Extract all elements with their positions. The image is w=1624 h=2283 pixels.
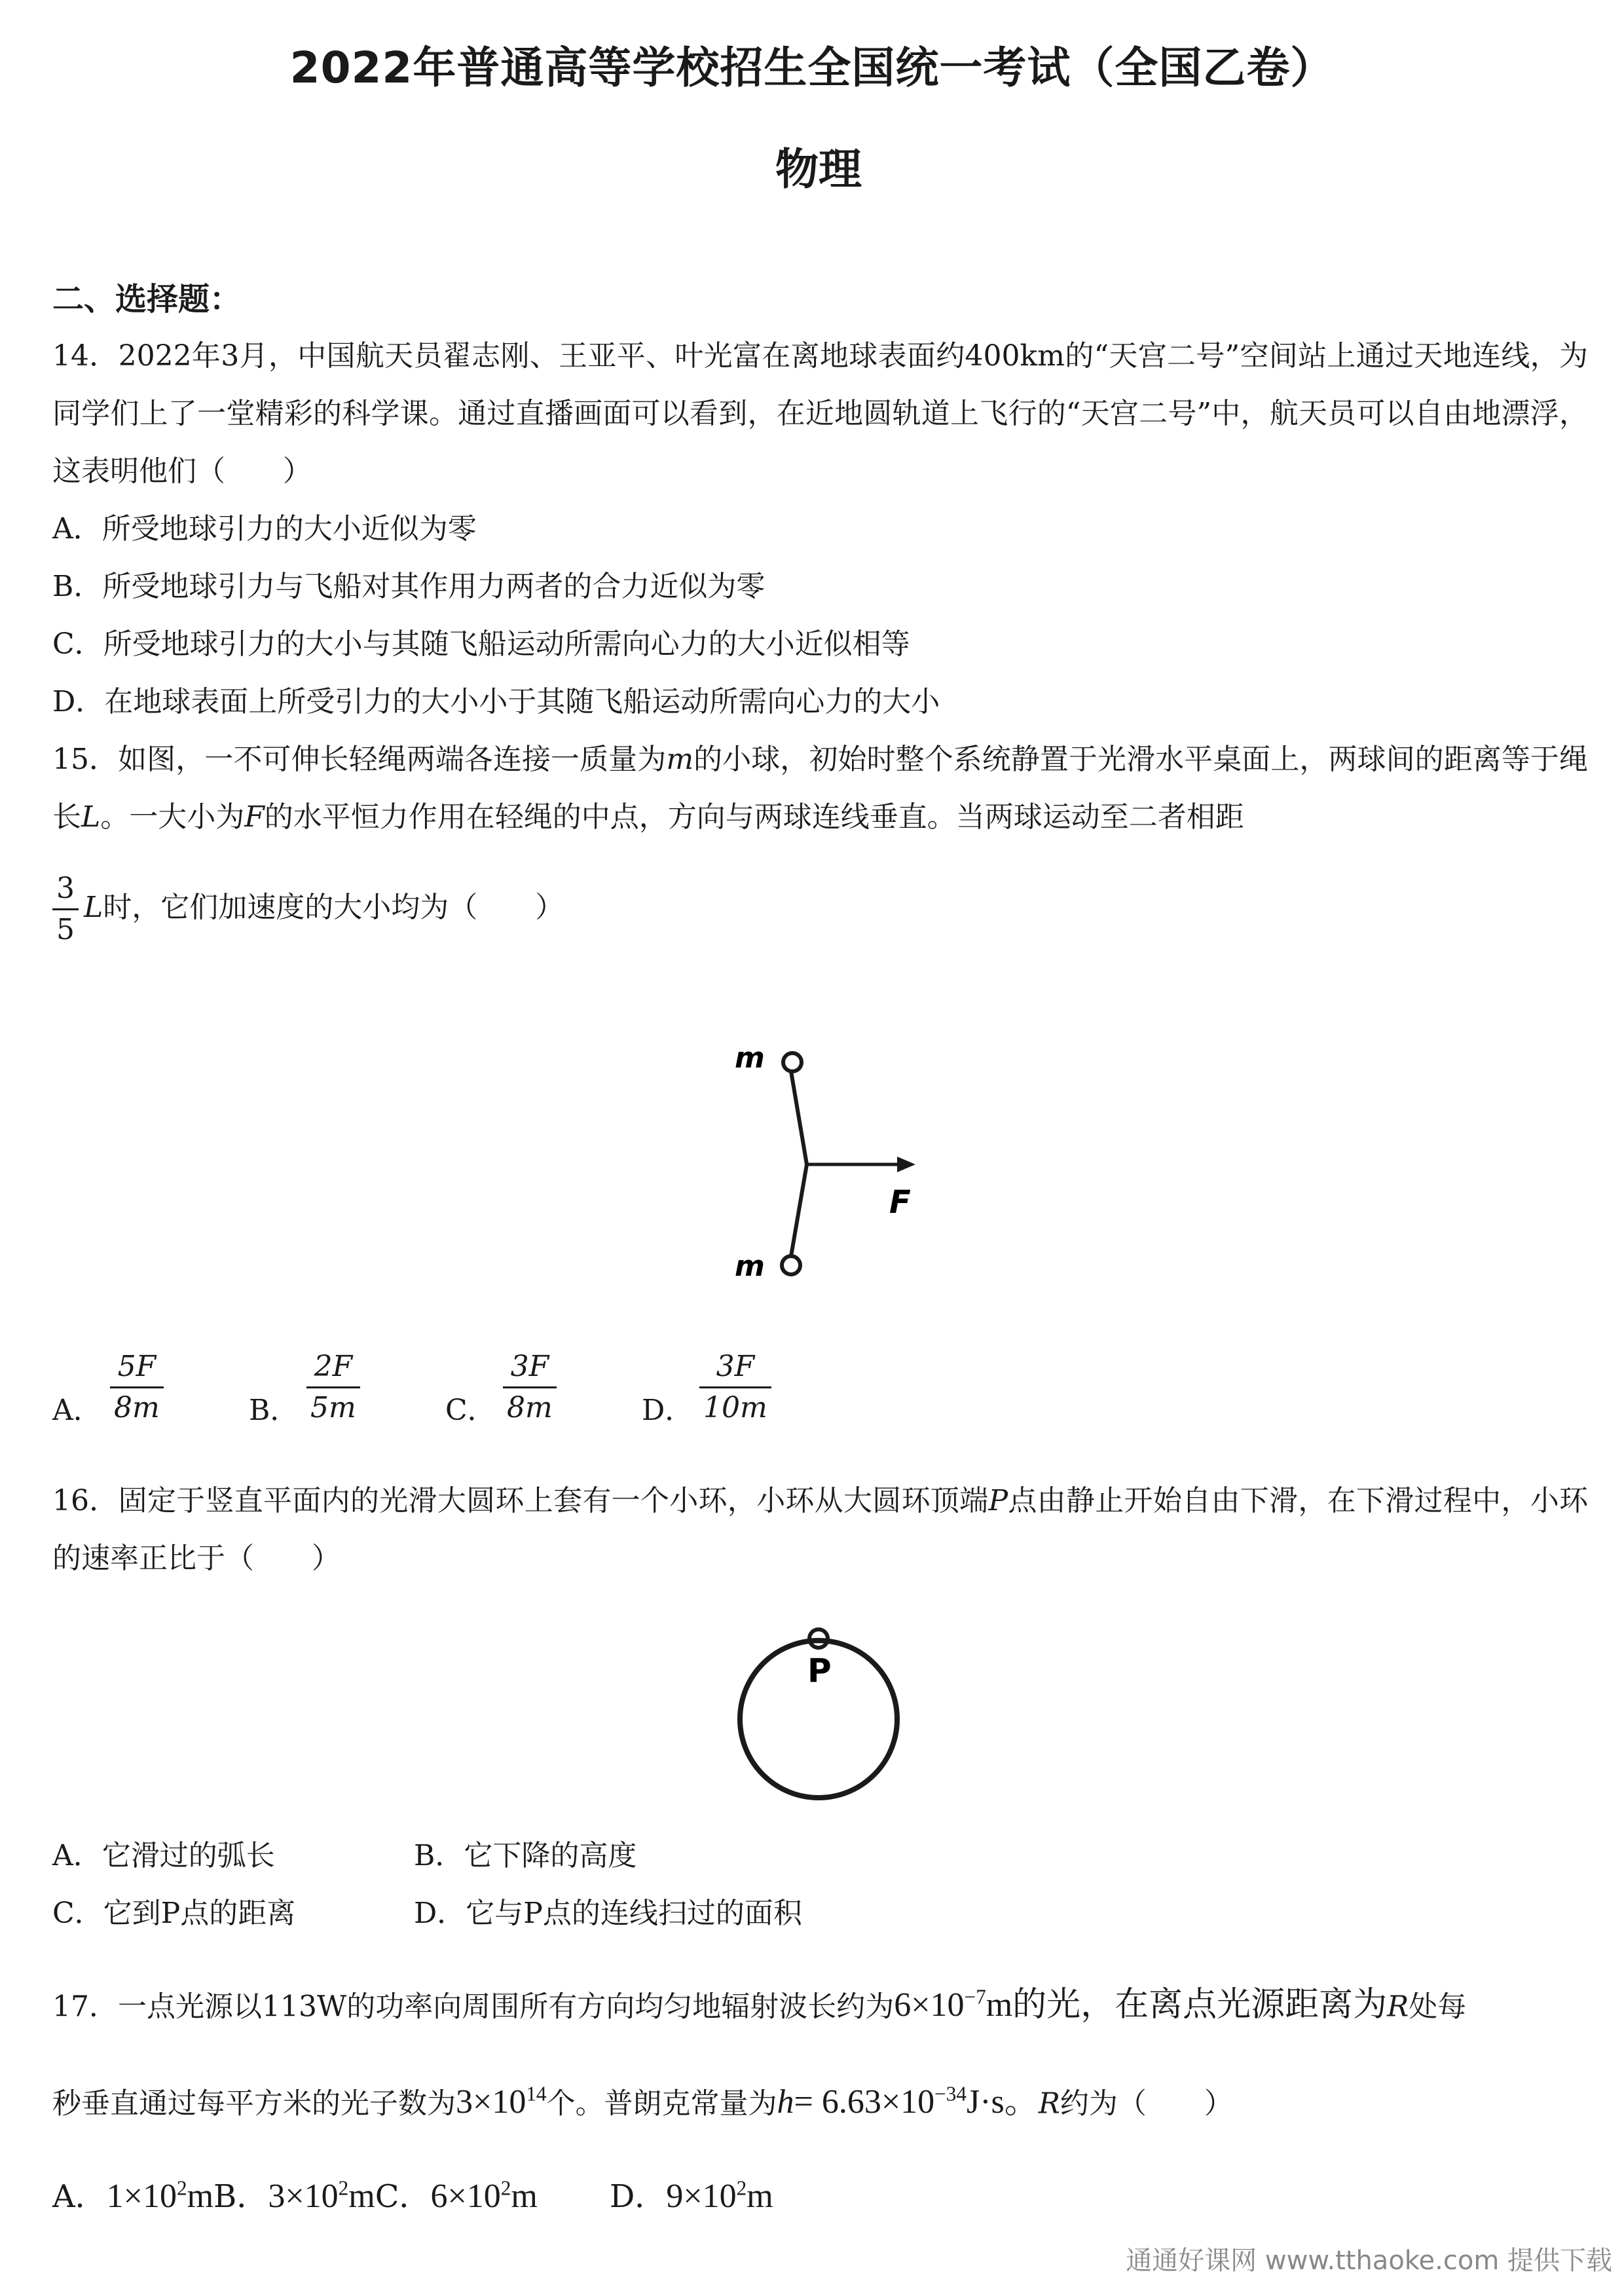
- q14-option-c: C．所受地球引力的大小与其随飞船运动所需向心力的大小近似相等: [52, 627, 910, 661]
- subject-title: 物理: [775, 144, 862, 195]
- q15-fig-force-label: F: [889, 1184, 911, 1221]
- q16-figure: [720, 1605, 917, 1814]
- q15-stem-continued: $\frac{3}{5}$ L时，它们加速度的大小均为（ ）: [52, 874, 564, 944]
- exam-title: 2022年普通高等学校招生全国统一考试（全国乙卷）: [289, 43, 1335, 93]
- q15-fig-rope-bottom: [791, 1164, 807, 1256]
- q15-var-m: m: [666, 743, 694, 776]
- q15-fig-arrowhead: [897, 1157, 915, 1172]
- q15-fraction: $\frac{3}{5}$: [52, 874, 79, 944]
- q15-fig-ball-bottom: [782, 1256, 800, 1274]
- q14-option-b: B．所受地球引力与飞船对其作用力两者的合力近似为零: [52, 570, 766, 603]
- q17-option-a: A．$1\times 10^2m$: [52, 2177, 214, 2216]
- q16-stem: 16．固定于竖直平面内的光滑大圆环上套有一个小环，小环从大圆环顶端P点由静止开始自由下滑，在下滑过程中，小环的速率正比于（ ）: [52, 1484, 1588, 1575]
- q15-stem: 15．如图，一不可伸长轻绳两端各连接一质量为m的小球，初始时整个系统静置于光滑水平桌面上，两球间的距离等于绳长L。一大小为F的水平恒力作用在轻绳的中点，方向与两球连线垂直。当两球运动至二者相距: [52, 743, 1588, 834]
- q15-fig-mass-top: m: [735, 1041, 765, 1075]
- q17-line-2: 秒垂直通过每平方米的光子数为$3\times 10^{14}$个。普朗克常量为$h= 6.63\times 10^{-34}J\cdot s$。R约为（ ）: [52, 2083, 1233, 2121]
- q17-options: [52, 2156, 773, 2229]
- q16-option-b: B．它下降的高度: [414, 1839, 637, 1872]
- q15-figure: [707, 1022, 956, 1310]
- q16-var-P: P: [988, 1484, 1008, 1517]
- q16-fig-point-label: P: [807, 1652, 832, 1690]
- q17-option-d: D．$9\times 10^2m$: [609, 2177, 773, 2216]
- q17-option-c: C．$6\times 10^2m$: [375, 2177, 538, 2216]
- q16-option-d: D．它与P点的连线扫过的面积: [414, 1897, 802, 1930]
- footer-watermark: 通通好课网 www.tthaoke.com 提供下载: [1126, 2246, 1612, 2276]
- q16-option-a: A．它滑过的弧长: [52, 1839, 275, 1872]
- q15-fig-mass-bottom: m: [735, 1250, 765, 1283]
- q15-var-F: F: [244, 800, 265, 834]
- q17-option-b: B．$3\times 10^2m$: [213, 2177, 375, 2216]
- q17-line-1: 17．一点光源以113W的功率向周围所有方向均匀地辐射波长约为$6\times 10^{-7}m$的光，在离点光源距离为R处每: [52, 1986, 1467, 2024]
- q14-option-d: D．在地球表面上所受引力的大小小于其随飞船运动所需向心力的大小: [52, 685, 940, 718]
- section-heading: 二、选择题：: [52, 281, 242, 318]
- q15-var-L: L: [81, 800, 101, 834]
- q15-fig-rope-top: [791, 1071, 807, 1164]
- q14-stem: 14．2022年3月，中国航天员翟志刚、王亚平、叶光富在离地球表面约400km的“天宫二号”空间站上通过天地连线，为同学们上了一堂精彩的科学课。通过直播画面可以看到，在近地圆轨道上飞行的“天宫二号”中，航天员可以自由地漂浮，这表明他们（ ）: [52, 339, 1588, 488]
- q15-fig-ball-top: [783, 1053, 802, 1071]
- q14-option-a: A．所受地球引力的大小近似为零: [52, 512, 477, 546]
- q16-option-c: C．它到P点的距离: [52, 1897, 296, 1930]
